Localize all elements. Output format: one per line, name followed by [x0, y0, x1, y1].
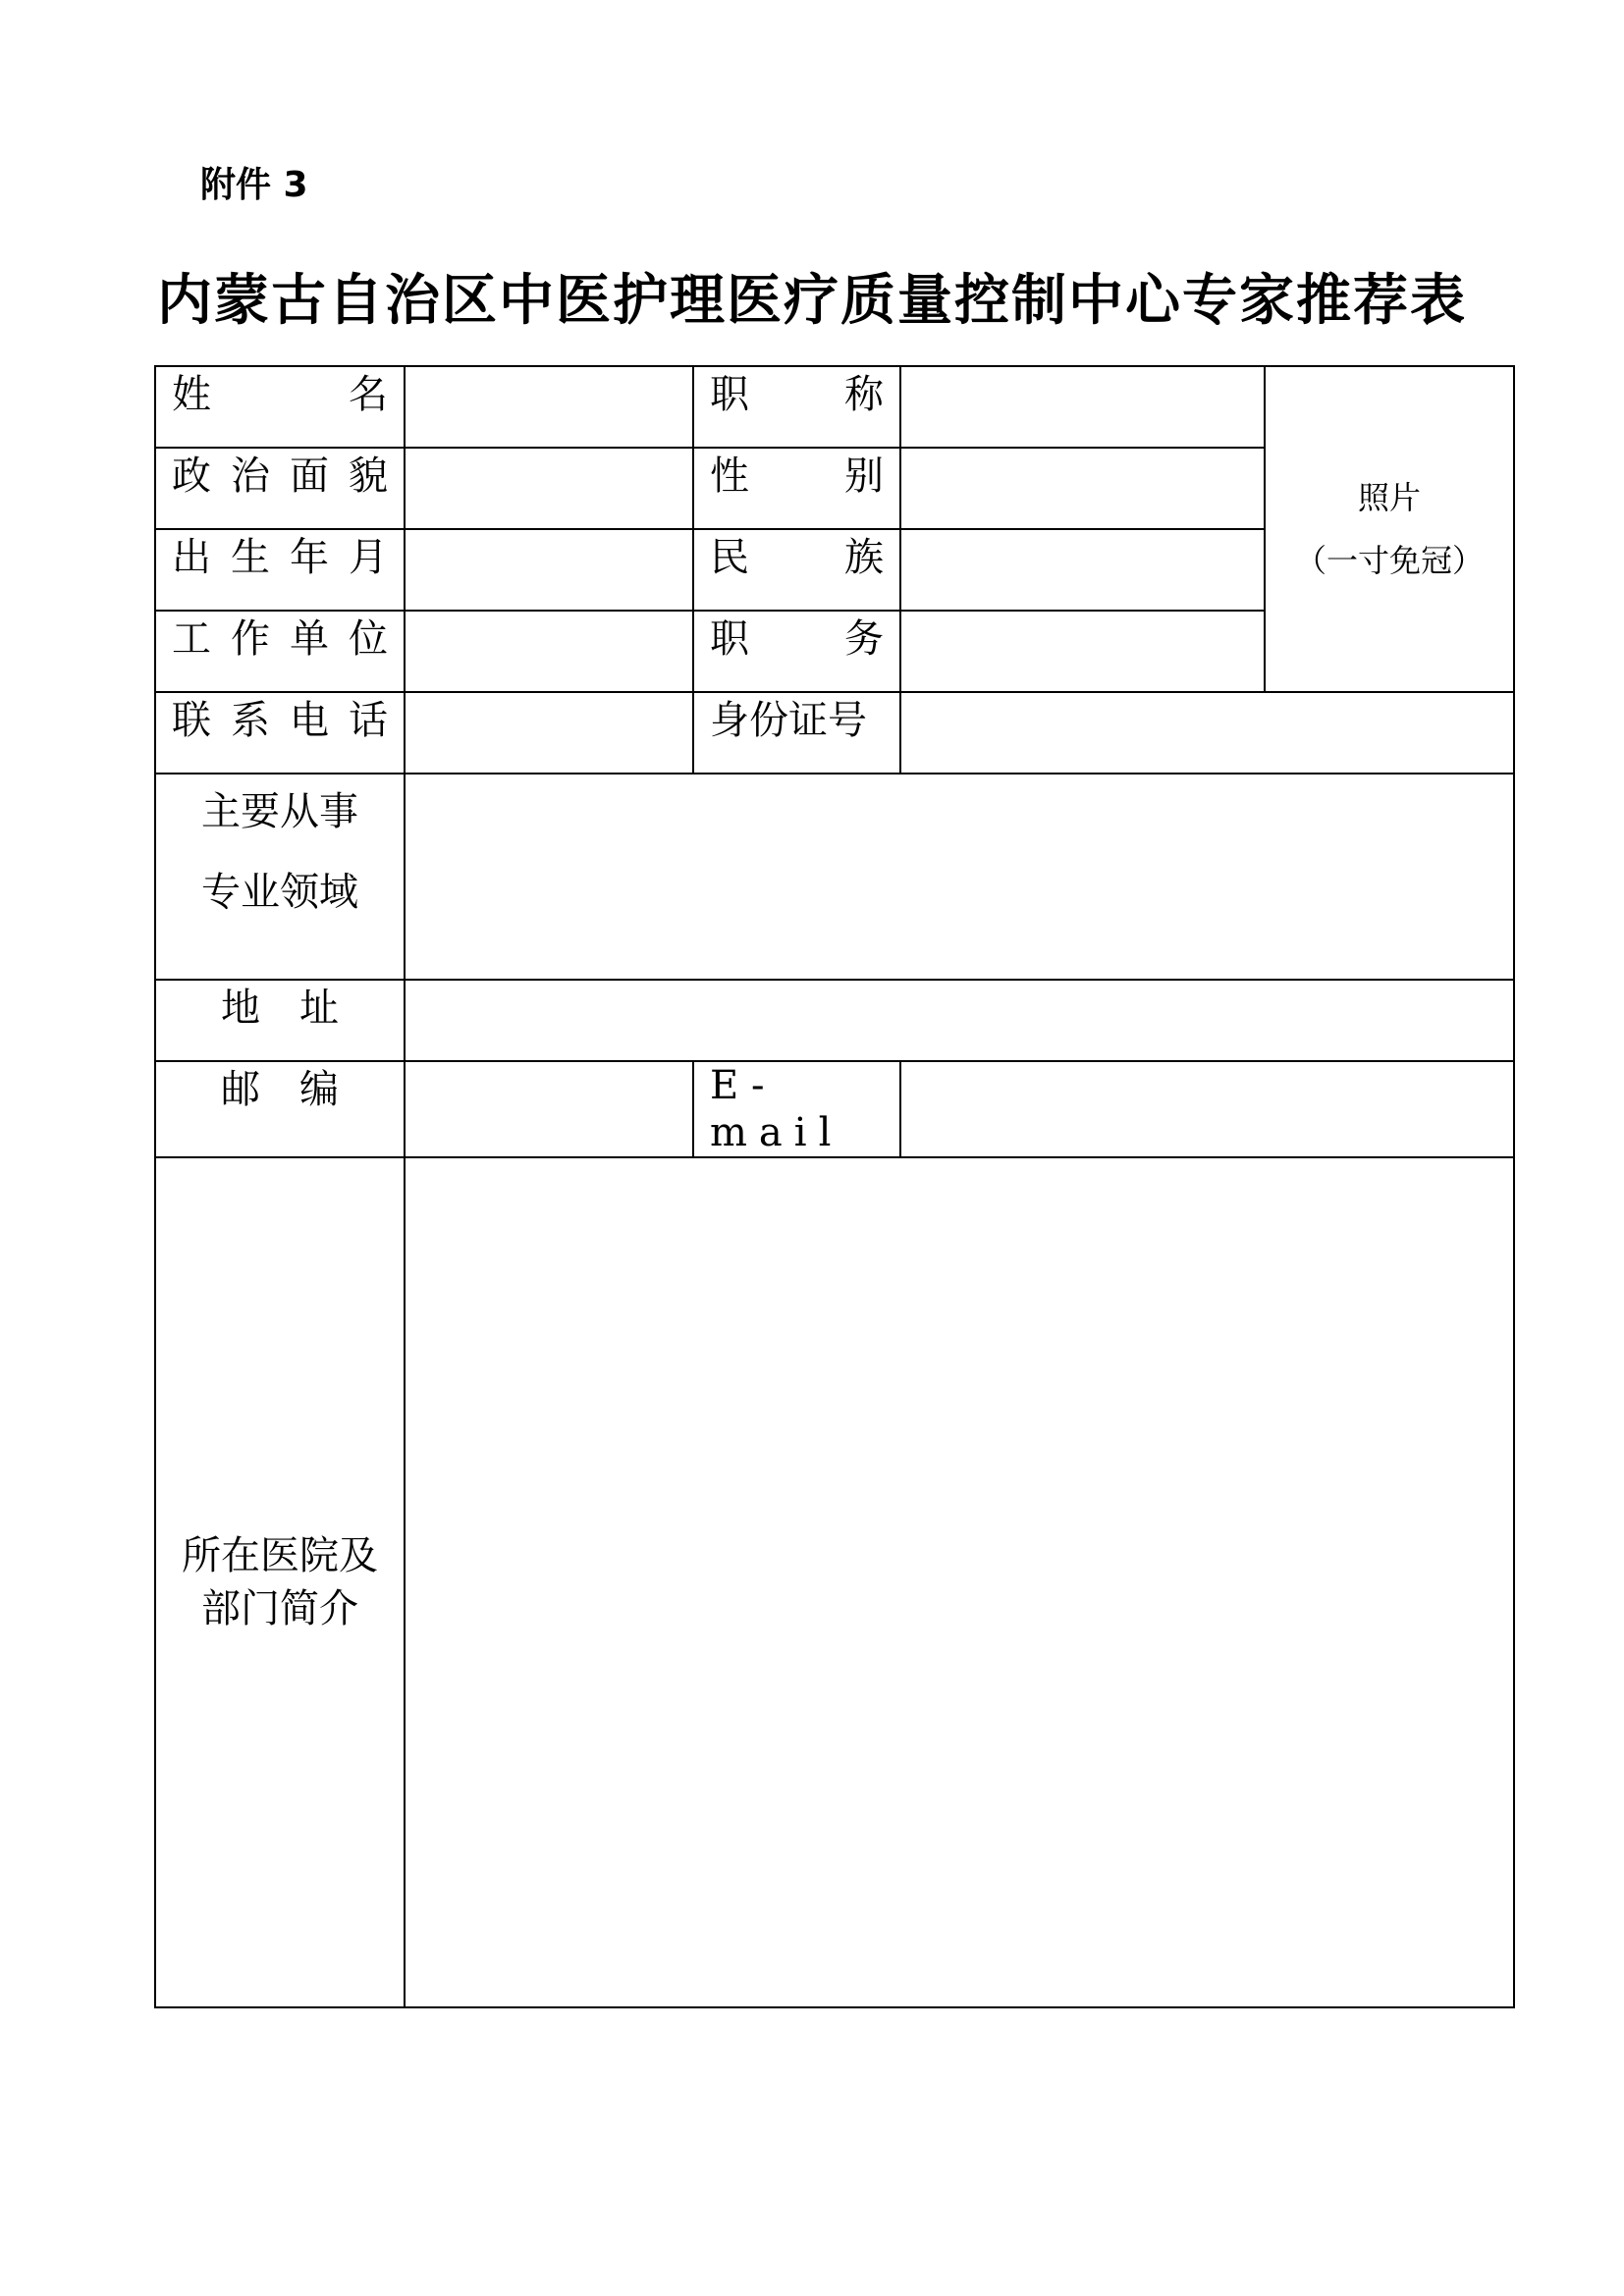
- photo-label: 照片: [1357, 479, 1421, 516]
- recommendation-form-table: [154, 365, 1515, 2008]
- phone-field[interactable]: [405, 692, 693, 774]
- field-input[interactable]: [405, 774, 1514, 980]
- ethnicity-field[interactable]: [900, 529, 1265, 611]
- attachment-label: 附件 3: [200, 165, 308, 205]
- label-postcode: 邮 编: [155, 1061, 405, 1157]
- address-field[interactable]: [405, 980, 1514, 1061]
- label-phone: 联 系 电 话: [155, 692, 405, 774]
- row-address: [155, 980, 1514, 1061]
- label-title: 职 称: [693, 366, 900, 448]
- label-email: E-mail: [693, 1061, 900, 1157]
- label-id-number: 身份证号: [693, 692, 900, 774]
- label-field: 主要从事 专业领域: [155, 774, 405, 980]
- label-birth: 出 生 年 月: [155, 529, 405, 611]
- birth-field[interactable]: [405, 529, 693, 611]
- title-field[interactable]: [900, 366, 1265, 448]
- label-gender: 性 别: [693, 448, 900, 529]
- label-name: 姓 名: [155, 366, 405, 448]
- email-field[interactable]: [900, 1061, 1514, 1157]
- label-intro: 所在医院及 部门简介: [155, 1157, 405, 2007]
- label-ethnicity: 民 族: [693, 529, 900, 611]
- label-politics: 政 治 面 貌: [155, 448, 405, 529]
- gender-field[interactable]: [900, 448, 1265, 529]
- row-name: [155, 366, 1514, 448]
- row-phone: [155, 692, 1514, 774]
- position-field[interactable]: [900, 611, 1265, 692]
- intro-field[interactable]: [405, 1157, 1514, 2007]
- row-postcode: [155, 1061, 1514, 1157]
- row-intro: [155, 1157, 1514, 2007]
- id-number-field[interactable]: [900, 692, 1514, 774]
- photo-box[interactable]: [1265, 366, 1514, 692]
- label-address: 地 址: [155, 980, 405, 1061]
- politics-field[interactable]: [405, 448, 693, 529]
- photo-size-note: （一寸免冠）: [1294, 542, 1484, 579]
- form-title: 内蒙古自治区中医护理医疗质量控制中心专家推荐表: [157, 269, 1467, 333]
- label-workplace: 工 作 单 位: [155, 611, 405, 692]
- postcode-field[interactable]: [405, 1061, 693, 1157]
- row-field: [155, 774, 1514, 980]
- label-position: 职 务: [693, 611, 900, 692]
- workplace-field[interactable]: [405, 611, 693, 692]
- name-field[interactable]: [405, 366, 693, 448]
